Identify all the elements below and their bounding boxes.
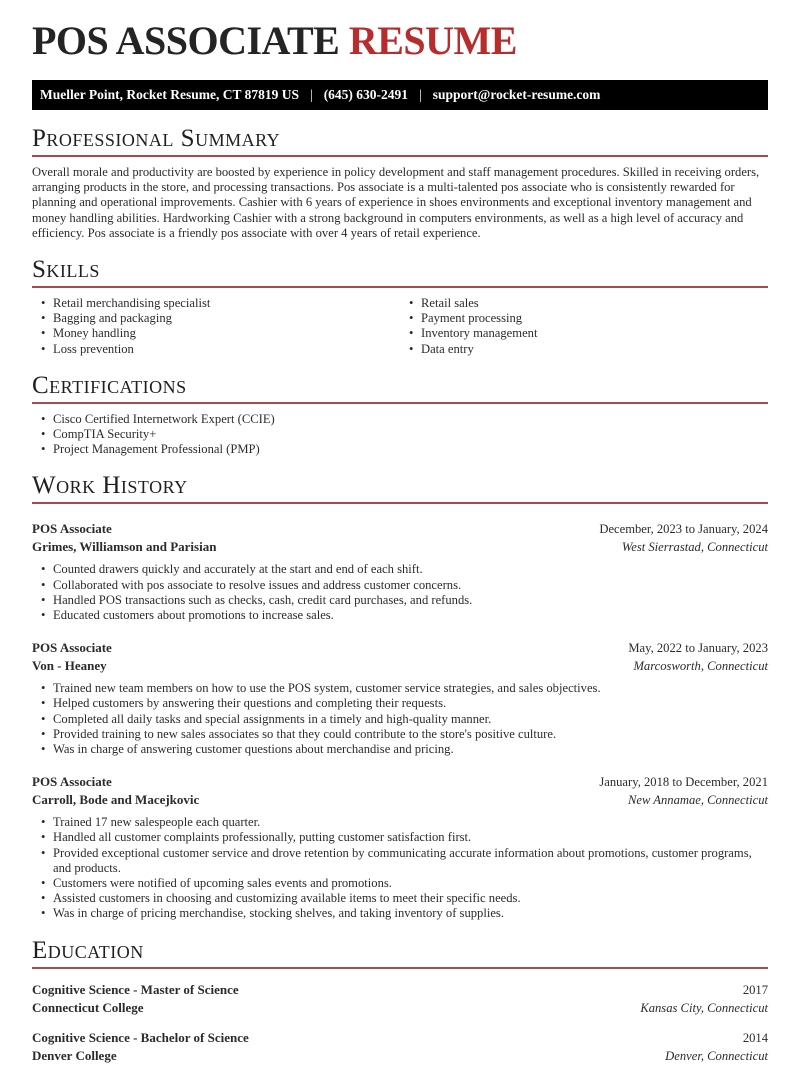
section-divider: [32, 402, 768, 404]
job-title-row: [32, 639, 768, 657]
skill-item: • Bagging and packaging: [32, 311, 400, 326]
section-divider: [32, 967, 768, 969]
section-education: [32, 938, 768, 1065]
skill-item: • Retail merchandising specialist: [32, 296, 400, 311]
job-bullet: • Was in charge of pricing merchandise, stocking shelves, and taking inventory of supplies.: [32, 906, 768, 921]
job-bullet: • Handled POS transactions such as checks, cash, credit card purchases, and refunds.: [32, 593, 768, 608]
job-company: Grimes, Williamson and Parisian: [32, 539, 217, 555]
job-bullet: • Completed all daily tasks and special assignments in a timely and high-quality manner.: [32, 712, 768, 727]
job-location: Marcosworth, Connecticut: [633, 659, 768, 674]
section-certifications: [32, 373, 768, 458]
skills-columns: [32, 288, 768, 357]
job-bullet: • Trained new team members on how to use the POS system, customer service strategies, and sales objectives.: [32, 681, 768, 696]
skills-heading: Skills: [32, 256, 100, 284]
job-bullet: • Provided exceptional customer service and drove retention by communicating accurate information about promotions, customer programs, and products.: [32, 846, 768, 876]
education-school: Denver College: [32, 1047, 117, 1063]
job-bullet: • Assisted customers in choosing and customizing available items to meet their specific needs.: [32, 891, 768, 906]
job-title-row: [32, 773, 768, 791]
education-entry: [32, 1029, 768, 1065]
education-location: Kansas City, Connecticut: [640, 1000, 768, 1015]
job-bullet: • Educated customers about promotions to increase sales.: [32, 608, 768, 623]
job-company: Von - Heaney: [32, 658, 107, 674]
job-title: POS Associate: [32, 640, 112, 656]
certification-item: • Cisco Certified Internetwork Expert (CCIE): [32, 412, 768, 427]
education-entry: [32, 981, 768, 1017]
job-bullet: • Collaborated with pos associate to resolve issues and address customer concerns.: [32, 578, 768, 593]
contact-email: support@rocket-resume.com: [432, 87, 601, 102]
work-history-heading: Work History: [32, 472, 188, 500]
job-dates: December, 2023 to January, 2024: [599, 522, 768, 537]
skill-item: • Money handling: [32, 326, 400, 341]
job-bullet-list: [32, 681, 768, 757]
job-location: New Annamae, Connecticut: [627, 793, 768, 808]
education-degree-row: [32, 1029, 768, 1047]
job-bullet: • Trained 17 new salespeople each quarter.: [32, 815, 768, 830]
job-title: POS Associate: [32, 521, 112, 537]
job-bullet: • Handled all customer complaints professionally, putting customer satisfaction first.: [32, 830, 768, 845]
job-entry: [32, 520, 768, 623]
education-location: Denver, Connecticut: [665, 1048, 768, 1063]
skill-item: • Retail sales: [400, 296, 768, 311]
education-school-row: [32, 999, 768, 1017]
job-entry: [32, 639, 768, 757]
skill-item: • Inventory management: [400, 326, 768, 341]
job-dates: January, 2018 to December, 2021: [599, 775, 768, 790]
title-primary: POS ASSOCIATE: [32, 18, 340, 63]
job-company: Carroll, Bode and Macejkovic: [32, 792, 200, 808]
education-degree: Cognitive Science - Master of Science: [32, 981, 239, 997]
education-school-row: [32, 1047, 768, 1065]
education-degree: Cognitive Science - Bachelor of Science: [32, 1029, 249, 1045]
summary-paragraph: Overall morale and productivity are boosted by experience in policy development and staff management procedures. Skilled in receiving orders, arranging products in the store, and processing transactions. Pos associate is a multi-talented pos associate who is consistently rewarded for planning and operational improvements. Cashier with 6 years of experience in shoes environments and exceptional inventory management and money handling abilities. Hardworking Cashier with a strong background in computers environments, as well as a high level of accuracy and efficiency. Pos associate is a friendly pos associate with over 4 years of retail experience.: [32, 165, 760, 240]
job-company-row: [32, 791, 768, 809]
education-year: 2014: [742, 1030, 768, 1045]
page-title: [32, 20, 768, 62]
certification-item: • CompTIA Security+: [32, 427, 768, 442]
professional-summary-heading: Professional Summary: [32, 125, 281, 152]
job-dates: May, 2022 to January, 2023: [628, 641, 768, 656]
job-bullet: • Helped customers by answering their questions and completing their requests.: [32, 696, 768, 711]
skills-column-left: [32, 296, 400, 357]
job-location: West Sierrastad, Connecticut: [621, 540, 768, 555]
job-bullet-list: [32, 815, 768, 921]
job-bullet-list: [32, 562, 768, 623]
section-professional-summary: [32, 126, 768, 241]
skill-item: • Payment processing: [400, 311, 768, 326]
education-school: Connecticut College: [32, 999, 144, 1015]
section-divider: [32, 155, 768, 157]
job-bullet: • Customers were notified of upcoming sales events and promotions.: [32, 876, 768, 891]
job-bullet: • Counted drawers quickly and accurately at the start and end of each shift.: [32, 562, 768, 577]
job-company-row: [32, 657, 768, 675]
contact-separator: |: [309, 87, 313, 102]
education-year: 2017: [742, 982, 768, 997]
job-company-row: [32, 538, 768, 556]
contact-bar: [32, 80, 768, 110]
certifications-list: [32, 412, 768, 458]
contact-separator: |: [419, 87, 422, 102]
skill-item: • Loss prevention: [32, 342, 400, 357]
certification-item: • Project Management Professional (PMP): [32, 442, 768, 457]
section-divider: [32, 502, 768, 504]
contact-phone: (645) 630-2491: [323, 87, 409, 102]
title-accent: RESUME: [348, 18, 517, 63]
section-work-history: [32, 473, 768, 921]
education-heading: Education: [32, 936, 144, 964]
education-degree-row: [32, 981, 768, 999]
contact-address: Mueller Point, Rocket Resume, CT 87819 US: [40, 87, 299, 102]
job-entry: [32, 773, 768, 921]
job-bullet: • Was in charge of answering customer questions about merchandise and pricing.: [32, 742, 768, 757]
job-bullet: • Provided training to new sales associates so that they could contribute to the store's positive culture.: [32, 727, 768, 742]
job-title: POS Associate: [32, 774, 112, 790]
certifications-heading: Certifications: [32, 371, 187, 399]
job-title-row: [32, 520, 768, 538]
skill-item: • Data entry: [400, 342, 768, 357]
section-skills: [32, 257, 768, 357]
skills-column-right: [400, 296, 768, 357]
